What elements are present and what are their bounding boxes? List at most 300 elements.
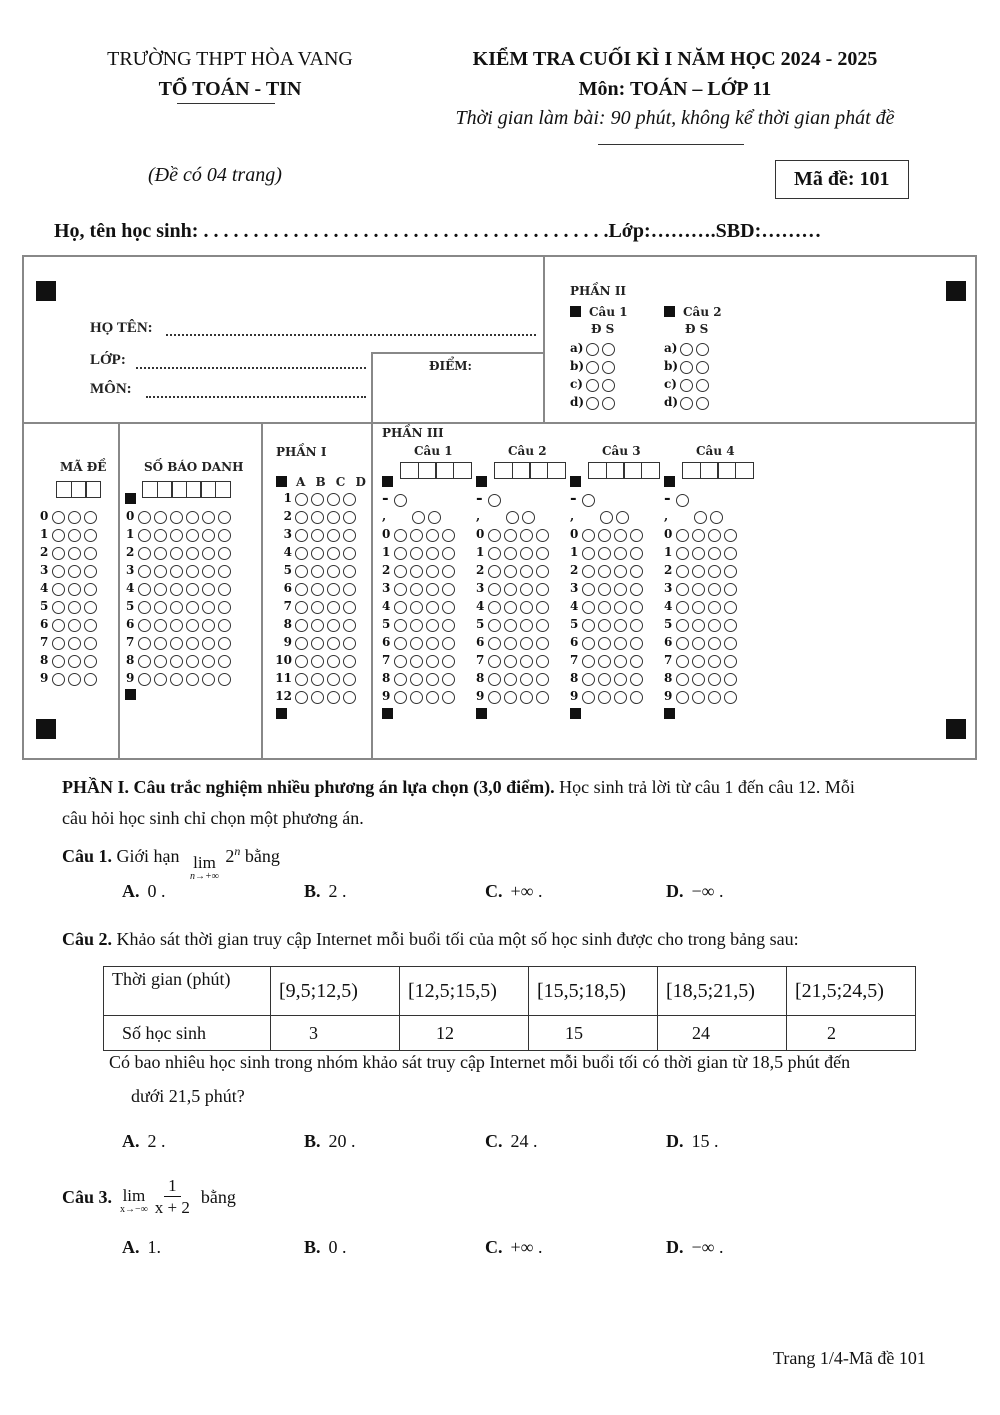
digit-bubble[interactable] [138,655,151,668]
digit-bubble[interactable] [536,655,549,668]
digit-bubble[interactable] [488,691,501,704]
digit-bubble[interactable] [536,565,549,578]
digit-bubble[interactable] [488,583,501,596]
digit-bubble[interactable] [84,673,97,686]
digit-bubble[interactable] [170,547,183,560]
digit-bubble[interactable] [614,565,627,578]
digit-bubble[interactable] [692,547,705,560]
digit-bubble[interactable] [708,637,721,650]
true-bubble[interactable] [586,379,599,392]
digit-bubble[interactable] [582,673,595,686]
digit-bubble[interactable] [426,691,439,704]
digit-bubble[interactable] [442,547,455,560]
digit-bubble[interactable] [504,601,517,614]
choice-bubble[interactable] [343,583,356,596]
digit-bubble[interactable] [536,691,549,704]
digit-bubble[interactable] [170,529,183,542]
digit-bubble[interactable] [536,673,549,686]
digit-bubble[interactable] [68,565,81,578]
digit-bubble[interactable] [504,637,517,650]
choice-bubble[interactable] [343,619,356,632]
digit-bubble[interactable] [154,655,167,668]
digit-bubble[interactable] [724,565,737,578]
choice-bubble[interactable] [327,655,340,668]
digit-bubble[interactable] [186,601,199,614]
choice-bubble[interactable] [343,493,356,506]
digit-bubble[interactable] [68,655,81,668]
digit-bubble[interactable] [442,673,455,686]
digit-bubble[interactable] [442,565,455,578]
answer-option[interactable] [485,881,542,902]
digit-bubble[interactable] [442,619,455,632]
choice-bubble[interactable] [343,637,356,650]
digit-bubble[interactable] [520,655,533,668]
choice-bubble[interactable] [343,601,356,614]
digit-bubble[interactable] [488,601,501,614]
choice-bubble[interactable] [295,565,308,578]
digit-bubble[interactable] [186,565,199,578]
comma-bubble[interactable] [506,511,519,524]
digit-bubble[interactable] [598,637,611,650]
digit-bubble[interactable] [138,619,151,632]
false-bubble[interactable] [602,397,615,410]
digit-bubble[interactable] [202,619,215,632]
digit-bubble[interactable] [442,655,455,668]
digit-bubble[interactable] [536,619,549,632]
digit-bubble[interactable] [520,529,533,542]
digit-bubble[interactable] [154,601,167,614]
minus-bubble[interactable] [582,494,595,507]
digit-bubble[interactable] [154,529,167,542]
choice-bubble[interactable] [311,565,324,578]
digit-bubble[interactable] [202,511,215,524]
digit-bubble[interactable] [582,529,595,542]
digit-bubble[interactable] [442,601,455,614]
digit-bubble[interactable] [218,547,231,560]
true-bubble[interactable] [586,361,599,374]
digit-bubble[interactable] [582,691,595,704]
digit-bubble[interactable] [154,637,167,650]
answer-option[interactable] [304,1131,356,1152]
digit-bubble[interactable] [186,673,199,686]
digit-bubble[interactable] [52,637,65,650]
digit-bubble[interactable] [68,601,81,614]
digit-bubble[interactable] [426,547,439,560]
digit-bubble[interactable] [708,655,721,668]
digit-bubble[interactable] [582,565,595,578]
false-bubble[interactable] [602,361,615,374]
digit-bubble[interactable] [138,511,151,524]
digit-bubble[interactable] [676,637,689,650]
false-bubble[interactable] [696,379,709,392]
digit-bubble[interactable] [536,601,549,614]
digit-bubble[interactable] [442,691,455,704]
digit-bubble[interactable] [598,583,611,596]
digit-bubble[interactable] [504,691,517,704]
digit-bubble[interactable] [186,529,199,542]
digit-bubble[interactable] [394,529,407,542]
digit-bubble[interactable] [724,655,737,668]
digit-bubble[interactable] [202,655,215,668]
choice-bubble[interactable] [295,619,308,632]
digit-bubble[interactable] [202,529,215,542]
choice-bubble[interactable] [311,493,324,506]
digit-bubble[interactable] [630,655,643,668]
digit-bubble[interactable] [84,619,97,632]
digit-bubble[interactable] [536,583,549,596]
digit-bubble[interactable] [692,673,705,686]
digit-bubble[interactable] [692,529,705,542]
digit-bubble[interactable] [186,637,199,650]
digit-bubble[interactable] [630,619,643,632]
digit-bubble[interactable] [442,583,455,596]
digit-bubble[interactable] [488,565,501,578]
digit-bubble[interactable] [676,691,689,704]
digit-bubble[interactable] [488,655,501,668]
choice-bubble[interactable] [327,601,340,614]
digit-bubble[interactable] [52,619,65,632]
false-bubble[interactable] [602,379,615,392]
minus-bubble[interactable] [488,494,501,507]
comma-bubble[interactable] [600,511,613,524]
digit-bubble[interactable] [520,601,533,614]
digit-bubble[interactable] [410,637,423,650]
digit-bubble[interactable] [598,565,611,578]
digit-bubble[interactable] [410,547,423,560]
digit-bubble[interactable] [84,637,97,650]
digit-bubble[interactable] [52,511,65,524]
digit-bubble[interactable] [394,565,407,578]
digit-bubble[interactable] [630,601,643,614]
digit-bubble[interactable] [68,529,81,542]
digit-bubble[interactable] [84,529,97,542]
digit-bubble[interactable] [410,691,423,704]
digit-bubble[interactable] [138,583,151,596]
digit-bubble[interactable] [488,547,501,560]
digit-bubble[interactable] [614,529,627,542]
digit-bubble[interactable] [218,655,231,668]
digit-bubble[interactable] [186,511,199,524]
digit-bubble[interactable] [504,565,517,578]
answer-option[interactable] [485,1237,542,1258]
digit-bubble[interactable] [170,655,183,668]
digit-bubble[interactable] [410,583,423,596]
digit-bubble[interactable] [218,619,231,632]
digit-bubble[interactable] [536,547,549,560]
digit-bubble[interactable] [614,547,627,560]
choice-bubble[interactable] [327,511,340,524]
digit-bubble[interactable] [410,529,423,542]
digit-bubble[interactable] [598,547,611,560]
digit-bubble[interactable] [218,583,231,596]
digit-bubble[interactable] [692,565,705,578]
true-bubble[interactable] [586,397,599,410]
true-bubble[interactable] [586,343,599,356]
false-bubble[interactable] [696,361,709,374]
digit-bubble[interactable] [138,637,151,650]
digit-bubble[interactable] [426,529,439,542]
digit-bubble[interactable] [154,619,167,632]
digit-bubble[interactable] [692,691,705,704]
digit-bubble[interactable] [630,547,643,560]
digit-bubble[interactable] [614,637,627,650]
digit-bubble[interactable] [84,655,97,668]
answer-option[interactable] [666,1131,719,1152]
comma-bubble[interactable] [616,511,629,524]
choice-bubble[interactable] [295,637,308,650]
digit-bubble[interactable] [614,691,627,704]
digit-bubble[interactable] [186,547,199,560]
digit-bubble[interactable] [598,529,611,542]
answer-option[interactable] [122,1237,161,1258]
digit-bubble[interactable] [202,637,215,650]
digit-bubble[interactable] [84,511,97,524]
choice-bubble[interactable] [311,511,324,524]
choice-bubble[interactable] [327,637,340,650]
comma-bubble[interactable] [694,511,707,524]
digit-bubble[interactable] [708,547,721,560]
choice-bubble[interactable] [311,619,324,632]
digit-bubble[interactable] [614,673,627,686]
true-bubble[interactable] [680,343,693,356]
choice-bubble[interactable] [327,691,340,704]
digit-bubble[interactable] [708,691,721,704]
digit-bubble[interactable] [394,655,407,668]
digit-bubble[interactable] [692,601,705,614]
digit-bubble[interactable] [692,619,705,632]
digit-bubble[interactable] [170,583,183,596]
choice-bubble[interactable] [295,673,308,686]
digit-bubble[interactable] [218,529,231,542]
digit-bubble[interactable] [614,655,627,668]
choice-bubble[interactable] [343,691,356,704]
digit-bubble[interactable] [394,673,407,686]
digit-bubble[interactable] [708,583,721,596]
digit-bubble[interactable] [68,511,81,524]
digit-bubble[interactable] [426,601,439,614]
digit-bubble[interactable] [202,547,215,560]
digit-bubble[interactable] [202,601,215,614]
answer-option[interactable] [666,881,723,902]
digit-bubble[interactable] [504,529,517,542]
digit-bubble[interactable] [68,583,81,596]
digit-bubble[interactable] [138,601,151,614]
digit-bubble[interactable] [186,619,199,632]
digit-bubble[interactable] [52,529,65,542]
digit-bubble[interactable] [410,565,423,578]
digit-bubble[interactable] [394,583,407,596]
digit-bubble[interactable] [186,655,199,668]
comma-bubble[interactable] [412,511,425,524]
digit-bubble[interactable] [724,547,737,560]
answer-option[interactable] [304,881,347,902]
digit-bubble[interactable] [68,547,81,560]
false-bubble[interactable] [696,343,709,356]
digit-bubble[interactable] [724,619,737,632]
true-bubble[interactable] [680,379,693,392]
digit-bubble[interactable] [488,529,501,542]
digit-bubble[interactable] [410,619,423,632]
choice-bubble[interactable] [311,691,324,704]
choice-bubble[interactable] [327,547,340,560]
digit-bubble[interactable] [614,619,627,632]
digit-bubble[interactable] [598,691,611,704]
digit-bubble[interactable] [488,637,501,650]
digit-bubble[interactable] [520,565,533,578]
choice-bubble[interactable] [295,493,308,506]
digit-bubble[interactable] [520,547,533,560]
digit-bubble[interactable] [630,637,643,650]
digit-bubble[interactable] [84,547,97,560]
digit-bubble[interactable] [582,601,595,614]
answer-option[interactable] [666,1237,723,1258]
digit-bubble[interactable] [598,673,611,686]
digit-bubble[interactable] [536,529,549,542]
digit-bubble[interactable] [708,529,721,542]
digit-bubble[interactable] [708,601,721,614]
digit-bubble[interactable] [724,529,737,542]
choice-bubble[interactable] [327,673,340,686]
digit-bubble[interactable] [138,547,151,560]
digit-bubble[interactable] [676,655,689,668]
digit-bubble[interactable] [676,601,689,614]
choice-bubble[interactable] [327,493,340,506]
digit-bubble[interactable] [218,673,231,686]
digit-bubble[interactable] [630,673,643,686]
digit-bubble[interactable] [488,673,501,686]
answer-option[interactable] [122,1131,166,1152]
choice-bubble[interactable] [311,529,324,542]
choice-bubble[interactable] [343,565,356,578]
digit-bubble[interactable] [520,619,533,632]
digit-bubble[interactable] [488,619,501,632]
digit-bubble[interactable] [52,547,65,560]
digit-bubble[interactable] [154,565,167,578]
digit-bubble[interactable] [52,655,65,668]
choice-bubble[interactable] [343,655,356,668]
choice-bubble[interactable] [295,547,308,560]
digit-bubble[interactable] [598,619,611,632]
digit-bubble[interactable] [84,583,97,596]
digit-bubble[interactable] [52,673,65,686]
choice-bubble[interactable] [295,583,308,596]
digit-bubble[interactable] [170,637,183,650]
choice-bubble[interactable] [295,529,308,542]
digit-bubble[interactable] [202,565,215,578]
digit-bubble[interactable] [724,673,737,686]
digit-bubble[interactable] [598,655,611,668]
digit-bubble[interactable] [170,511,183,524]
digit-bubble[interactable] [68,673,81,686]
digit-bubble[interactable] [582,547,595,560]
digit-bubble[interactable] [504,655,517,668]
digit-bubble[interactable] [170,673,183,686]
answer-option[interactable] [485,1131,538,1152]
digit-bubble[interactable] [138,529,151,542]
answer-option[interactable] [304,1237,347,1258]
digit-bubble[interactable] [676,529,689,542]
choice-bubble[interactable] [327,529,340,542]
digit-bubble[interactable] [426,565,439,578]
digit-bubble[interactable] [692,583,705,596]
choice-bubble[interactable] [311,655,324,668]
digit-bubble[interactable] [520,583,533,596]
digit-bubble[interactable] [68,619,81,632]
digit-bubble[interactable] [218,511,231,524]
digit-bubble[interactable] [582,637,595,650]
digit-bubble[interactable] [504,619,517,632]
digit-bubble[interactable] [426,655,439,668]
digit-bubble[interactable] [394,637,407,650]
digit-bubble[interactable] [630,565,643,578]
answer-option[interactable] [122,881,166,902]
digit-bubble[interactable] [614,583,627,596]
choice-bubble[interactable] [311,637,324,650]
digit-bubble[interactable] [426,673,439,686]
digit-bubble[interactable] [582,655,595,668]
digit-bubble[interactable] [630,583,643,596]
digit-bubble[interactable] [582,583,595,596]
digit-bubble[interactable] [724,601,737,614]
digit-bubble[interactable] [202,583,215,596]
choice-bubble[interactable] [295,601,308,614]
digit-bubble[interactable] [170,601,183,614]
digit-bubble[interactable] [186,583,199,596]
digit-bubble[interactable] [84,601,97,614]
digit-bubble[interactable] [426,583,439,596]
digit-bubble[interactable] [138,565,151,578]
digit-bubble[interactable] [170,565,183,578]
digit-bubble[interactable] [394,691,407,704]
digit-bubble[interactable] [442,529,455,542]
digit-bubble[interactable] [170,619,183,632]
choice-bubble[interactable] [311,547,324,560]
choice-bubble[interactable] [295,655,308,668]
digit-bubble[interactable] [504,547,517,560]
digit-bubble[interactable] [154,583,167,596]
digit-bubble[interactable] [202,673,215,686]
digit-bubble[interactable] [138,673,151,686]
comma-bubble[interactable] [522,511,535,524]
digit-bubble[interactable] [724,637,737,650]
digit-bubble[interactable] [52,565,65,578]
digit-bubble[interactable] [692,637,705,650]
choice-bubble[interactable] [311,583,324,596]
comma-bubble[interactable] [428,511,441,524]
digit-bubble[interactable] [52,583,65,596]
digit-bubble[interactable] [426,619,439,632]
digit-bubble[interactable] [426,637,439,650]
digit-bubble[interactable] [442,637,455,650]
digit-bubble[interactable] [504,583,517,596]
choice-bubble[interactable] [343,547,356,560]
digit-bubble[interactable] [520,637,533,650]
digit-bubble[interactable] [676,565,689,578]
digit-bubble[interactable] [676,547,689,560]
digit-bubble[interactable] [708,619,721,632]
digit-bubble[interactable] [582,619,595,632]
digit-bubble[interactable] [630,691,643,704]
digit-bubble[interactable] [394,547,407,560]
false-bubble[interactable] [602,343,615,356]
digit-bubble[interactable] [536,637,549,650]
choice-bubble[interactable] [343,511,356,524]
minus-bubble[interactable] [394,494,407,507]
choice-bubble[interactable] [295,691,308,704]
digit-bubble[interactable] [520,691,533,704]
digit-bubble[interactable] [676,583,689,596]
digit-bubble[interactable] [68,637,81,650]
